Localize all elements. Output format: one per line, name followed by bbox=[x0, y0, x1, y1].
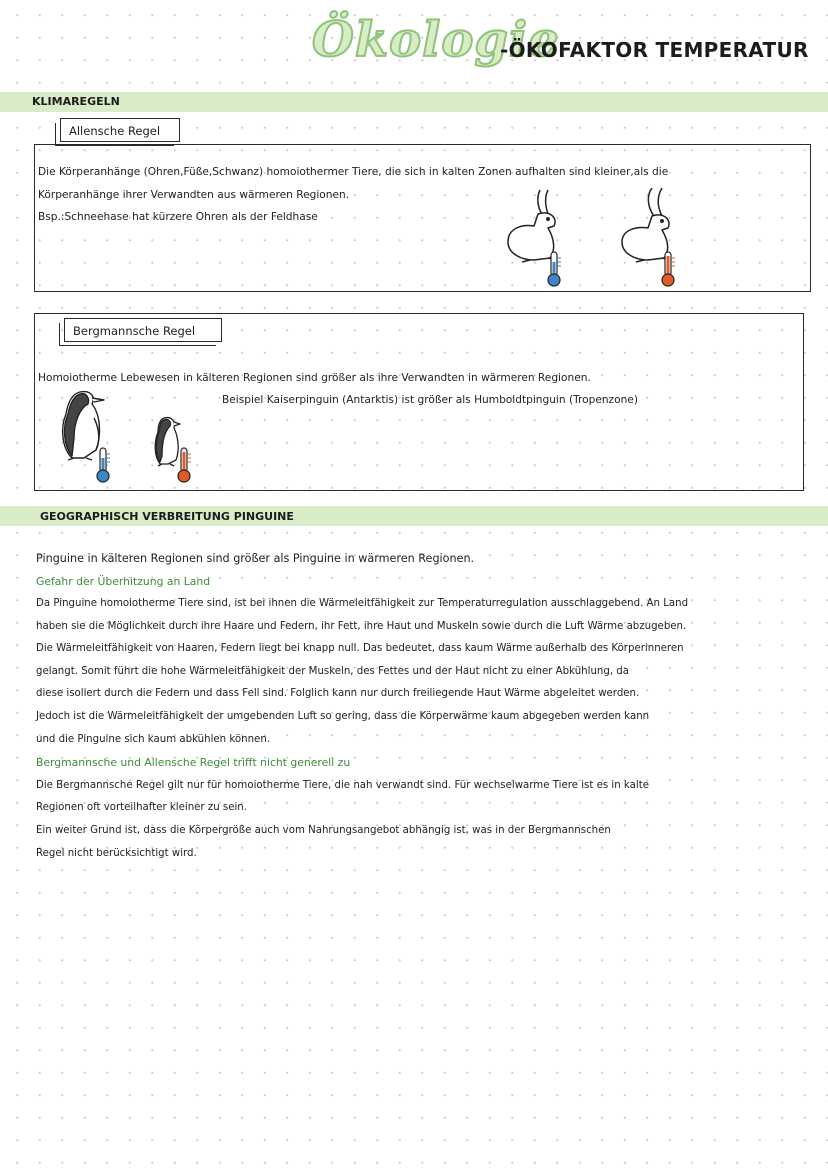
geo-para2-line: Ein weiter Grund ist, dass die Körpergröße auch vom Nahrungsangebot abhängig ist, was in der Bergmannschen bbox=[36, 825, 611, 836]
geo-para1-line: gelangt. Somit führt die hohe Wärmeleitfähigkeit der Muskeln, des Fettes und der Haut nicht zu einer Abkühlung, da bbox=[36, 666, 630, 677]
geo-para1-line: und die Pinguine sich kaum abkühlen können. bbox=[36, 734, 271, 745]
geo-subheading-overheating: Gefahr der Überhitzung an Land bbox=[36, 575, 211, 588]
section-heading-geographisch: GEOGRAPHISCH VERBREITUNG PINGUINE bbox=[40, 510, 294, 523]
geo-para1-line: diese isoliert durch die Federn und dass Fell sind. Folglich kann nur durch freiliegende Haut Wärme abgeleitet werden. bbox=[36, 688, 640, 699]
geo-para1-line: Die Wärmeleitfähigkeit von Haaren, Federn liegt bei knapp null. Das bedeutet, dass kaum Wärme außerhalb des Körperinneren bbox=[36, 643, 684, 654]
bergmann-text-line2: Beispiel Kaiserpinguin (Antarktis) ist größer als Humboldtpinguin (Tropenzone) bbox=[222, 394, 638, 406]
thermometer-cold-icon bbox=[545, 250, 565, 288]
allen-text-line3: Bsp.:Schneehase hat kürzere Ohren als der Feldhase bbox=[38, 211, 318, 223]
geo-para1-line: Da Pinguine homoiotherme Tiere sind, ist bei ihnen die Wärmeleitfähigkeit zur Temperaturregulation ausschlaggebend. An Land bbox=[36, 598, 689, 609]
allen-text-line2: Körperanhänge ihrer Verwandten aus wärmeren Regionen. bbox=[38, 189, 350, 201]
geo-para1-line: haben sie die Möglichkeit durch ihre Haare und Federn, ihr Fett, ihre Haut und Muskeln sowie durch die Luft Wärme abzugeben. bbox=[36, 621, 687, 632]
geo-subheading-not-general: Bergmannsche und Allensche Regel trifft nicht generell zu bbox=[36, 756, 351, 769]
thermometer-warm-icon bbox=[175, 446, 195, 484]
geo-para2-line: Regel nicht berücksichtigt wird. bbox=[36, 848, 197, 859]
section-heading-klimaregeln: KLIMAREGELN bbox=[32, 95, 120, 108]
page-title-script: Ökologie bbox=[312, 12, 560, 68]
geo-para2-line: Regionen oft vorteilhafter kleiner zu sein. bbox=[36, 802, 248, 813]
geo-intro: Pinguine in kälteren Regionen sind größer als Pinguine in wärmeren Regionen. bbox=[36, 552, 475, 565]
page-title: -ÖKOFAKTOR TEMPERATUR bbox=[500, 38, 809, 62]
allen-rule-banner: Allensche Regel bbox=[60, 118, 180, 142]
geo-para1-line: Jedoch ist die Wärmeleitfähigkeit der umgebenden Luft so gering, dass die Körperwärme kaum abgegeben werden kann bbox=[36, 711, 650, 722]
section-band-klimaregeln bbox=[0, 92, 828, 112]
geo-para2-line: Die Bergmannsche Regel gilt nur für homoiotherme Tiere, die nah verwandt sind. Für wechselwarme Tiere ist es in kalte bbox=[36, 780, 649, 791]
bergmann-rule-banner: Bergmannsche Regel bbox=[64, 318, 222, 342]
bergmann-text-line1: Homoiotherme Lebewesen in kälteren Regionen sind größer als ihre Verwandten in wärmeren Regionen. bbox=[38, 372, 591, 384]
allen-text-line1: Die Körperanhänge (Ohren,Füße,Schwanz) homoiothermer Tiere, die sich in kalten Zonen aufhalten sind kleiner,als die bbox=[38, 166, 669, 178]
thermometer-warm-icon bbox=[659, 250, 679, 288]
thermometer-cold-icon bbox=[94, 446, 114, 484]
